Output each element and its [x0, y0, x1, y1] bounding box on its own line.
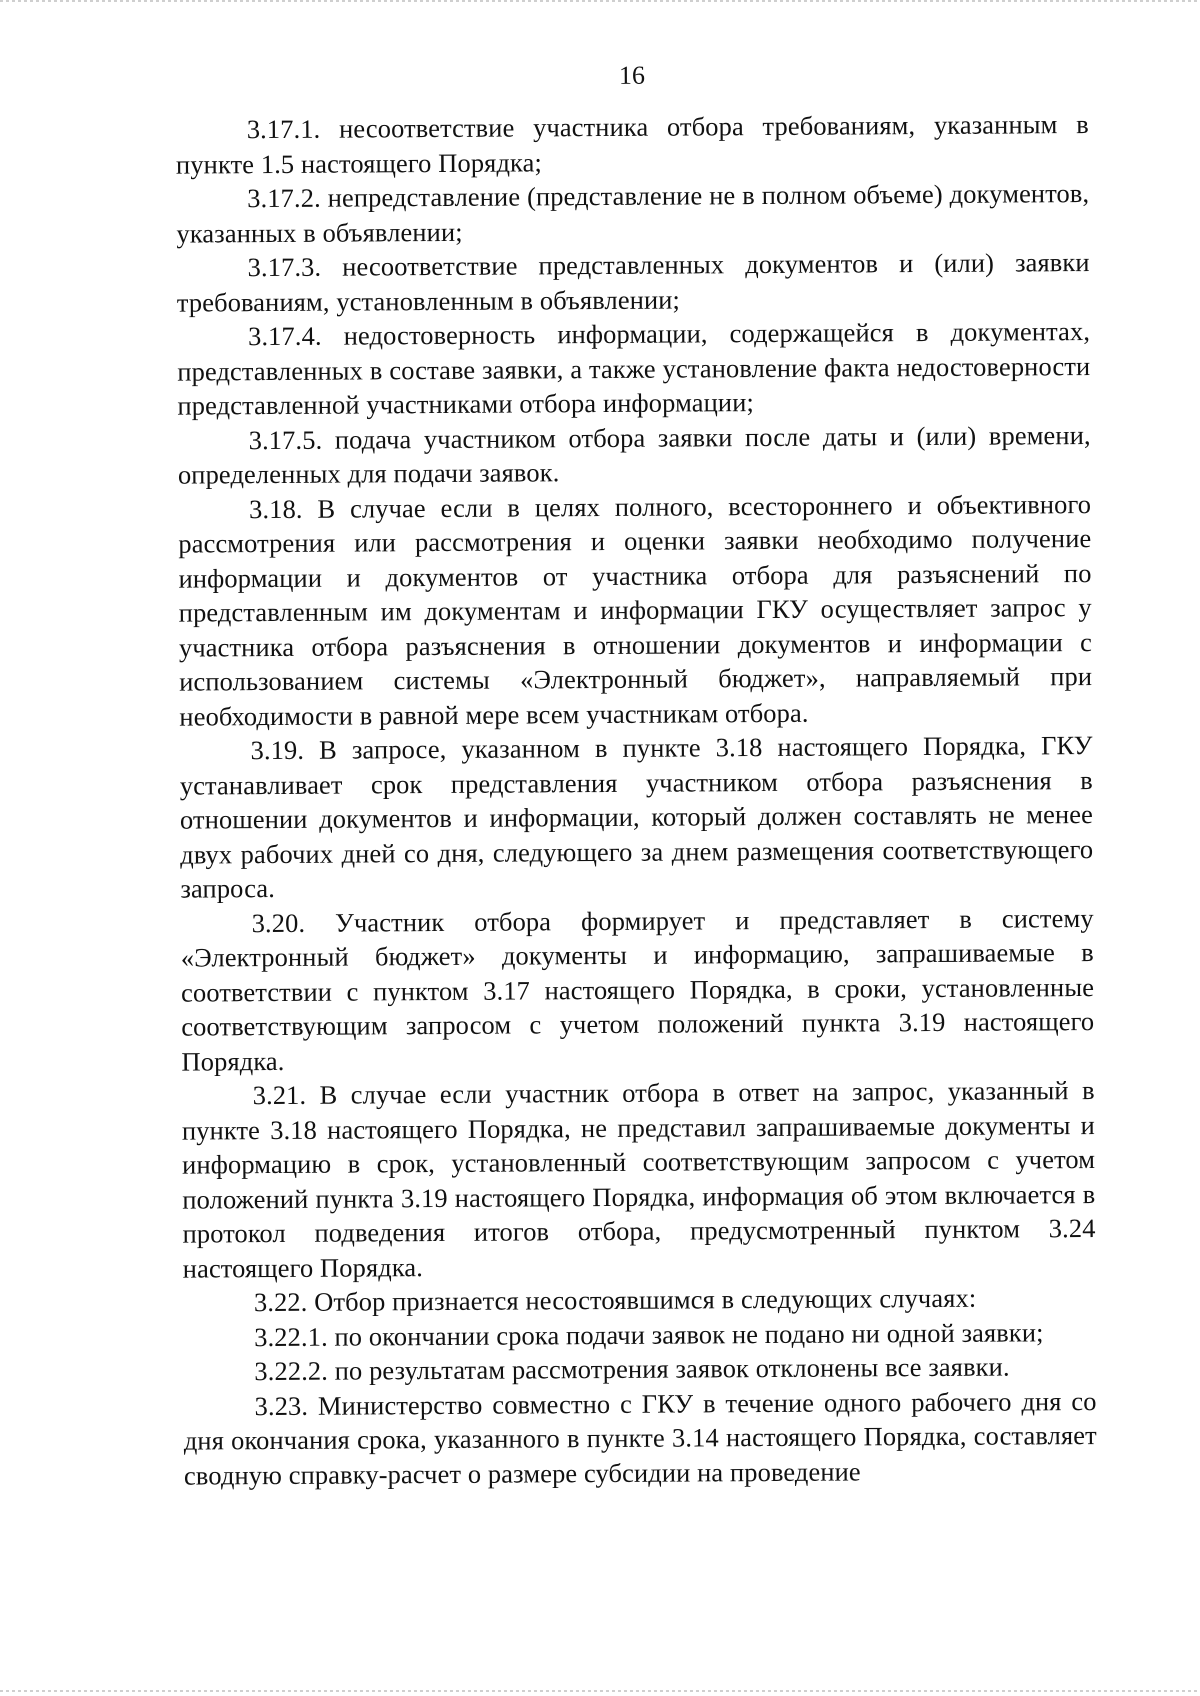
paragraph-3-22-2: 3.22.2. по результатам рассмотрения заявок отклонены все заявки. [183, 1349, 1096, 1389]
page-number: 16 [175, 53, 1088, 99]
paragraph-3-18: 3.18. В случае если в целях полного, всестороннего и объективного рассмотрения или рассмотрения и оценки заявки необходимо получение информации и документов от участника отбора для разъяснений по представленным им документам и информации ГКУ осуществляет запрос у участника отбора разъяснения в отношении документов и информации с использованием системы «Электронный бюджет», направляемый при необходимости в равной мере всем участникам отбора. [178, 487, 1092, 734]
paragraph-3-17-1: 3.17.1. несоответствие участника отбора требованиям, указанным в пункте 1.5 настоящего Порядка; [176, 107, 1089, 182]
paragraph-3-19: 3.19. В запросе, указанном в пункте 3.18 настоящего Порядка, ГКУ устанавливает срок представления участником отбора разъяснения в отношении документов и информации, который должен составлять не менее двух рабочих дней со дня, следующего за днем размещения соответствующего запроса. [179, 728, 1093, 906]
paragraph-3-17-4: 3.17.4. недостоверность информации, содержащейся в документах, представленных в составе заявки, а также установление факта недостоверности представленной участниками отбора информации; [177, 314, 1091, 423]
paragraph-3-22: 3.22. Отбор признается несостоявшимся в следующих случаях: [183, 1280, 1096, 1320]
paragraph-3-21: 3.21. В случае если участник отбора в ответ на запрос, указанный в пункте 3.18 настоящего Порядка, не представил запрашиваемые документы и информацию в срок, установленный соответствующим запросом с учетом положений пункта 3.19 настоящего Порядка, информация об этом включается в протокол подведения итогов отбора, предусмотренный пунктом 3.24 настоящего Порядка. [182, 1073, 1096, 1286]
paragraph-3-17-2: 3.17.2. непредставление (представление не в полном объеме) документов, указанных в объявлении; [176, 176, 1089, 251]
paragraph-3-23: 3.23. Министерство совместно с ГКУ в течение одного рабочего дня со дня окончания срока, указанного в пункте 3.14 настоящего Порядка, составляет сводную справку-расчет о размере субсидии на проведение [183, 1383, 1097, 1492]
paragraph-3-17-3: 3.17.3. несоответствие представленных документов и (или) заявки требованиям, установленным в объявлении; [177, 245, 1090, 320]
paragraph-3-17-5: 3.17.5. подача участником отбора заявки после даты и (или) времени, определенных для подачи заявок. [178, 418, 1091, 493]
paragraph-3-22-1: 3.22.1. по окончании срока подачи заявок не подано ни одной заявки; [183, 1314, 1096, 1354]
paragraph-3-20: 3.20. Участник отбора формирует и представляет в систему «Электронный бюджет» документы и информацию, запрашиваемые в соответствии с пунктом 3.17 настоящего Порядка, в сроки, установленные соответствующим запросом с учетом положений пункта 3.19 настоящего Порядка. [181, 901, 1095, 1079]
